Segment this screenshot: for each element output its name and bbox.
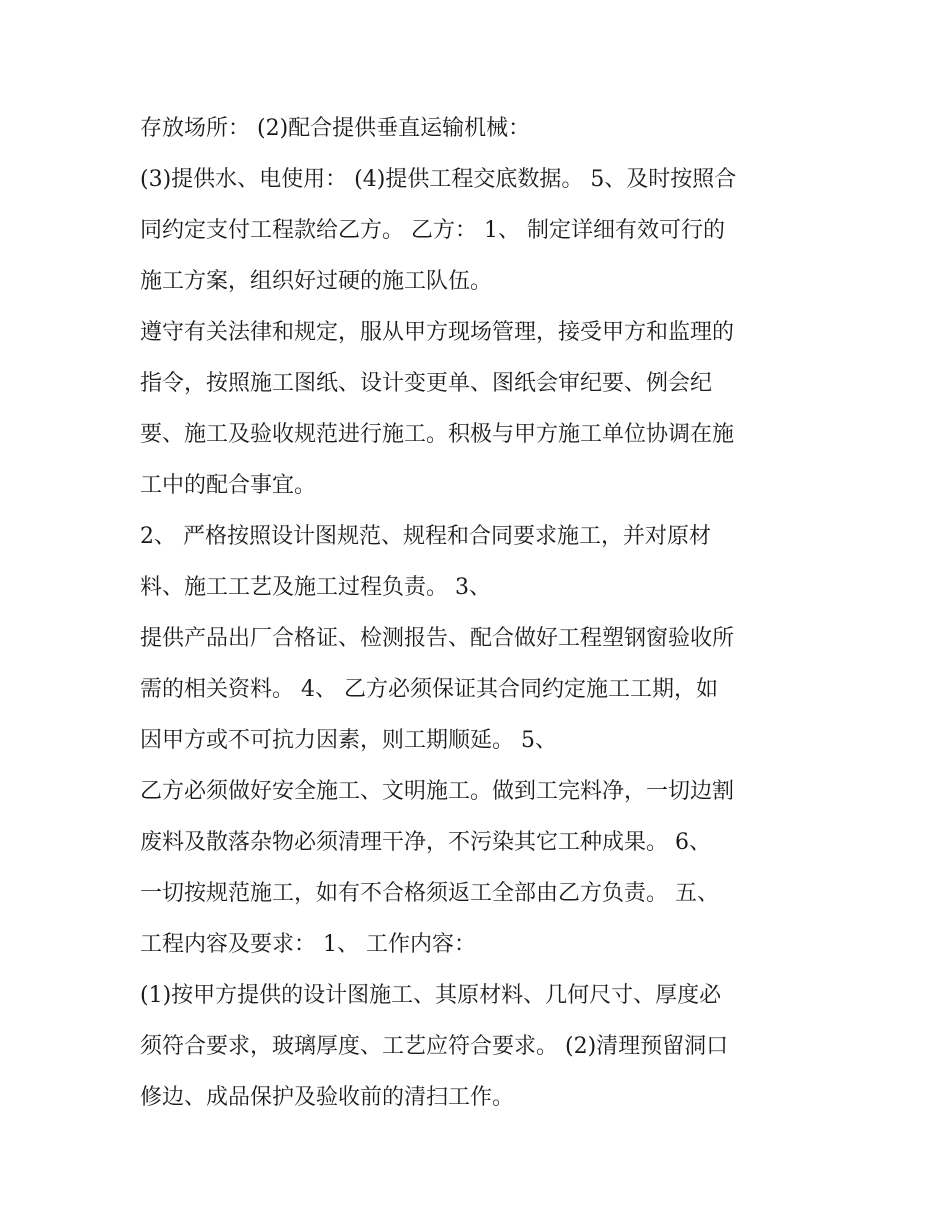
text-line: 废料及散落杂物必须清理干净，不污染其它工种成果。 6、 [140,830,711,855]
text-line: 因甲方或不可抗力因素，则工期顺延。 5、 [140,728,557,753]
text-line: 提供产品出厂合格证、检测报告、配合做好工程塑钢窗验收所 [140,626,735,651]
text-line: 遵守有关法律和规定，服从甲方现场管理，接受甲方和监理的 [140,320,735,345]
text-line: 同约定支付工程款给乙方。 乙方： 1、 制定详细有效可行的 [140,218,725,243]
text-line: 须符合要求，玻璃厚度、工艺应符合要求。 (2)清理预留洞口 [140,1034,729,1059]
text-line: (1)按甲方提供的设计图施工、其原材料、几何尺寸、厚度必 [140,983,722,1008]
text-line: 一切按规范施工，如有不合格须返工全部由乙方负责。 五、 [140,881,719,906]
text-line: 要、施工及验收规范进行施工。积极与甲方施工单位协调在施 [140,422,735,447]
body-text [140,103,830,1123]
text-line: 指令，按照施工图纸、设计变更单、图纸会审纪要、例会纪 [140,371,713,396]
text-line: 料、施工工艺及施工过程负责。 3、 [140,575,491,600]
text-line: 工中的配合事宜。 [140,473,317,498]
text-line: 施工方案，组织好过硬的施工队伍。 [140,269,493,294]
text-line: 需的相关资料。 4、 乙方必须保证其合同约定施工工期，如 [140,677,718,702]
text-line: (3)提供水、电使用： (4)提供工程交底数据。 5、及时按照合 [140,167,737,192]
text-line: 2、 严格按照设计图规范、规程和合同要求施工，并对原材 [140,524,711,549]
text-line: 存放场所： (2)配合提供垂直运输机械： [140,116,531,141]
text-line: 工程内容及要求： 1、 工作内容： [140,932,476,957]
text-line: 乙方必须做好安全施工、文明施工。做到工完料净，一切边割 [140,779,735,804]
text-line: 修边、成品保护及验收前的清扫工作。 [140,1085,515,1110]
